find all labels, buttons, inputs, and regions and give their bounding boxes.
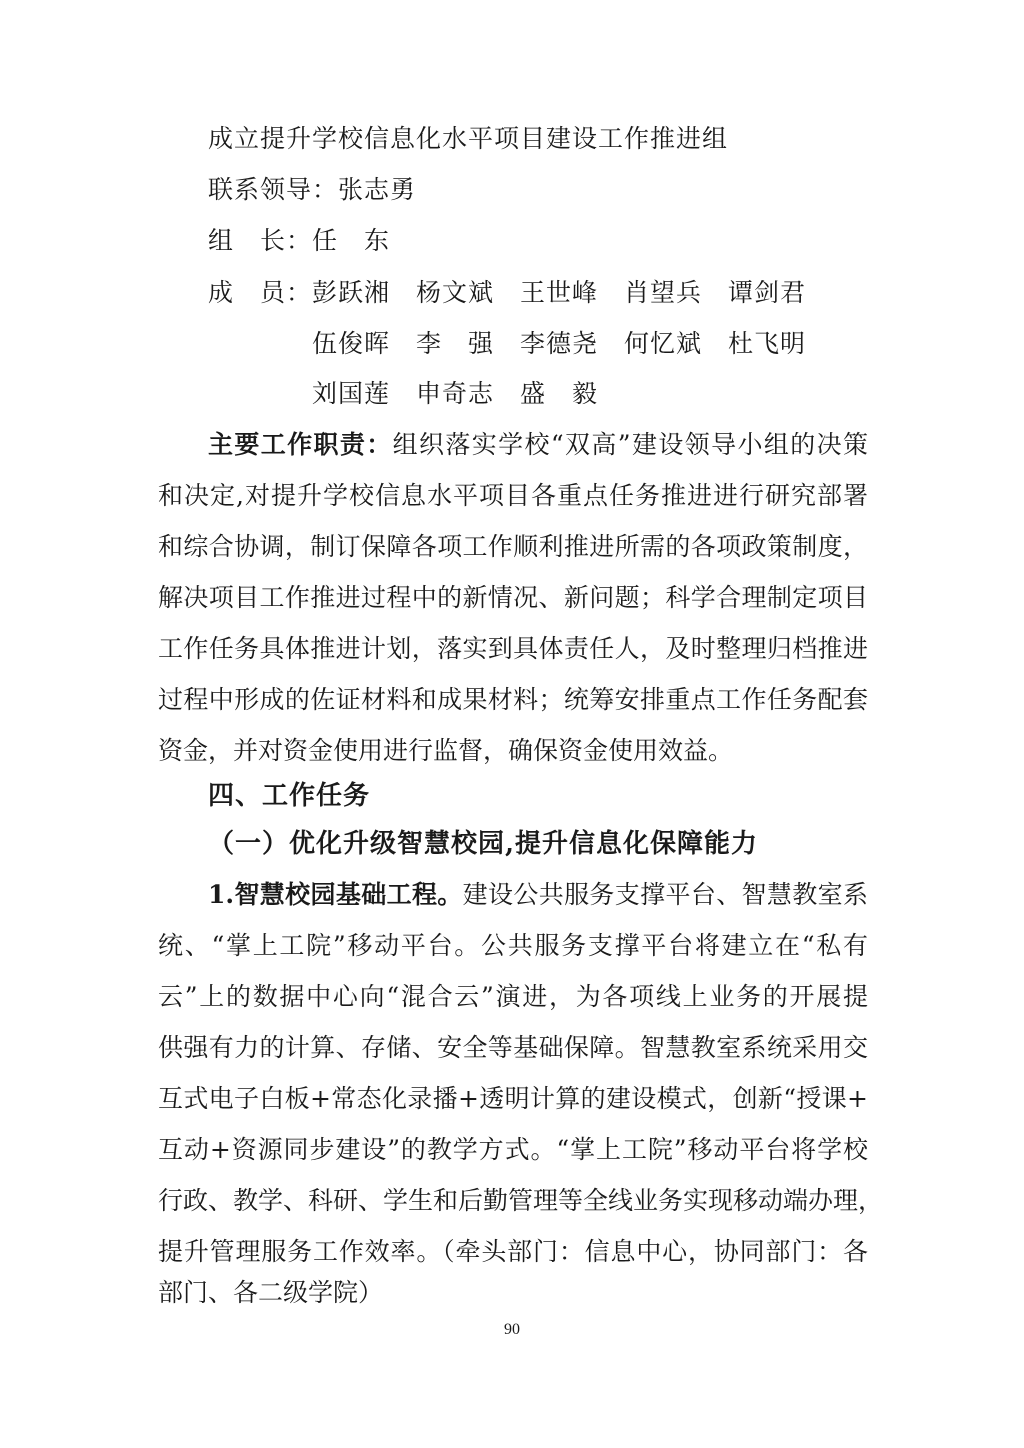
- member-name: 杜飞明: [728, 329, 807, 358]
- member-name: 彭跃湘: [312, 278, 391, 307]
- item1-line-7: 行政、教学、科研、学生和后勤管理等全线业务实现移动端办理，: [158, 1186, 884, 1215]
- item1-label: 1.智慧校园基础工程。: [208, 880, 463, 909]
- duties-label: 主要工作职责：: [208, 430, 393, 459]
- subsection-heading: （一）优化升级智慧校园,提升信息化保障能力: [208, 829, 759, 859]
- member-name: 王世峰: [520, 278, 599, 307]
- item1-line-9: 部门、各二级学院）: [158, 1278, 384, 1307]
- section-heading: 四、工作任务: [208, 781, 371, 811]
- contact-leader: 联系领导：张志勇: [208, 175, 417, 204]
- duties-line-4: 解决项目工作推进过程中的新情况、新问题；科学合理制定项目: [158, 583, 868, 612]
- duties-line-3: 和综合协调，制订保障各项工作顺利推进所需的各项政策制度，: [158, 532, 868, 561]
- leader-label: 组 长：: [208, 226, 313, 255]
- leader-row: [208, 226, 390, 256]
- member-name: 李德尧: [520, 329, 599, 358]
- member-name: 盛 毅: [520, 379, 599, 408]
- member-name: 刘国莲: [312, 379, 391, 408]
- group-title: 成立提升学校信息化水平项目建设工作推进组: [208, 124, 729, 153]
- item1-line-3: 云”上的数据中心向“混合云”演进，为各项线上业务的开展提: [158, 982, 868, 1011]
- item1-line-6: 互动+资源同步建设”的教学方式。“掌上工院”移动平台将学校: [158, 1135, 868, 1164]
- members-row-3: [312, 379, 598, 409]
- duties-line-1: 主要工作职责：组织落实学校“双高”建设领导小组的决策: [208, 430, 868, 459]
- item1-line-4: 供强有力的计算、存储、安全等基础保障。智慧教室系统采用交: [158, 1033, 868, 1062]
- page-number: 90: [504, 1321, 520, 1338]
- member-name: 肖望兵: [624, 278, 703, 307]
- member-name: 谭剑君: [728, 278, 807, 307]
- members-label: 成 员：: [208, 278, 313, 307]
- member-name: 伍俊晖: [312, 329, 391, 358]
- item1-line-8: 提升管理服务工作效率。（牵头部门：信息中心，协同部门：各: [158, 1237, 868, 1266]
- member-name: 何忆斌: [624, 329, 703, 358]
- duties-line-2: 和决定,对提升学校信息水平项目各重点任务推进进行研究部署: [158, 481, 868, 510]
- item1-line-5: 互式电子白板+常态化录播+透明计算的建设模式，创新“授课+: [158, 1084, 868, 1113]
- member-name: 李 强: [416, 329, 495, 358]
- item1-line-1: 1.智慧校园基础工程。建设公共服务支撑平台、智慧教室系: [208, 880, 868, 909]
- duties-line-5: 工作任务具体推进计划，落实到具体责任人，及时整理归档推进: [158, 634, 868, 663]
- leader-name: 任 东: [312, 226, 391, 255]
- member-name: 杨文斌: [416, 278, 495, 307]
- members-row-1: [208, 278, 806, 308]
- duties-line-7: 资金，并对资金使用进行监督，确保资金使用效益。: [158, 736, 734, 765]
- members-row-2: [312, 329, 806, 359]
- duties-line-6: 过程中形成的佐证材料和成果材料；统筹安排重点工作任务配套: [158, 685, 868, 714]
- member-name: 申奇志: [416, 379, 495, 408]
- item1-line-2: 统、“掌上工院”移动平台。公共服务支撑平台将建立在“私有: [158, 931, 868, 960]
